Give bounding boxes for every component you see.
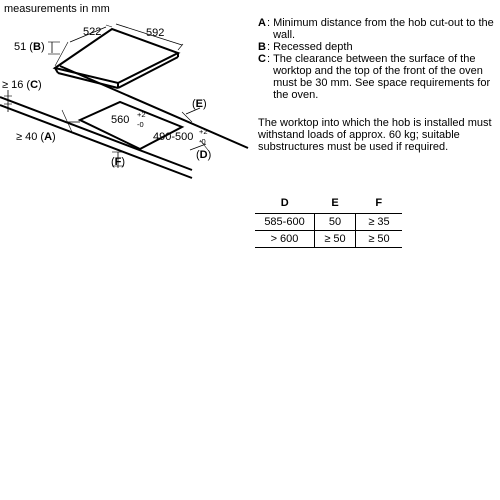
legend — [258, 17, 496, 101]
cutout-depth-tol-upper: +2 — [199, 127, 208, 136]
table-cell: ≥ 50 — [356, 231, 403, 248]
worktop-min-label: ≥ 16 (C) — [2, 79, 42, 91]
legend-item-a: A : Minimum distance from the hob cut-out to the wall. — [258, 17, 496, 41]
worktop-load-note: The worktop into which the hob is installed must withstand loads of approx. 60 kg; suitable substructures must be used if required. — [258, 117, 492, 153]
cutout-depth-label: 490-500 — [153, 131, 194, 143]
ref-d-label: (D) — [196, 149, 212, 161]
ref-f-label: (F) — [111, 156, 126, 168]
table-header: E — [315, 196, 356, 214]
legend-item-c: C : The clearance between the surface of the worktop and the top of the front of the oven must be 30 mm. See space requirements for the oven. — [258, 53, 496, 101]
requirements-table — [255, 196, 402, 248]
table-cell: 50 — [315, 214, 356, 231]
hob-width-label: 522 — [83, 26, 102, 38]
legend-key: B — [258, 41, 266, 53]
legend-item-b: B : Recessed depth — [258, 41, 496, 53]
table-header-row — [255, 196, 402, 214]
table-header: D — [255, 196, 315, 214]
hob-right-edge — [118, 57, 178, 88]
cutout-width-tol-upper: +2 — [137, 110, 146, 119]
table-cell: ≥ 35 — [356, 214, 403, 231]
hob-height-label: 51 (B) — [14, 41, 45, 53]
table-row — [255, 214, 402, 231]
cutout-depth-tol-lower: -0 — [199, 137, 206, 146]
legend-text: Minimum distance from the hob cut-out to the wall. — [273, 17, 494, 41]
table-header: F — [356, 196, 403, 214]
cutout-width-tol-lower: -0 — [137, 120, 144, 129]
units-label: measurements in mm — [4, 3, 110, 15]
wall-min-label: ≥ 40 (A) — [16, 131, 56, 143]
table-row — [255, 231, 402, 248]
table-cell: ≥ 50 — [315, 231, 356, 248]
ref-e-label: (E) — [192, 98, 207, 110]
table-cell: 585-600 — [255, 214, 315, 231]
legend-key: A — [258, 17, 266, 29]
legend-text: The clearance between the surface of the worktop and the top of the front of the oven must be 30 mm. See space requirements for the oven. — [273, 53, 491, 101]
legend-text: Recessed depth — [273, 41, 353, 53]
legend-key: C — [258, 53, 266, 65]
table-cell: > 600 — [255, 231, 315, 248]
cutout-width-label: 560 — [111, 114, 130, 126]
hob-depth-label: 592 — [146, 27, 165, 39]
